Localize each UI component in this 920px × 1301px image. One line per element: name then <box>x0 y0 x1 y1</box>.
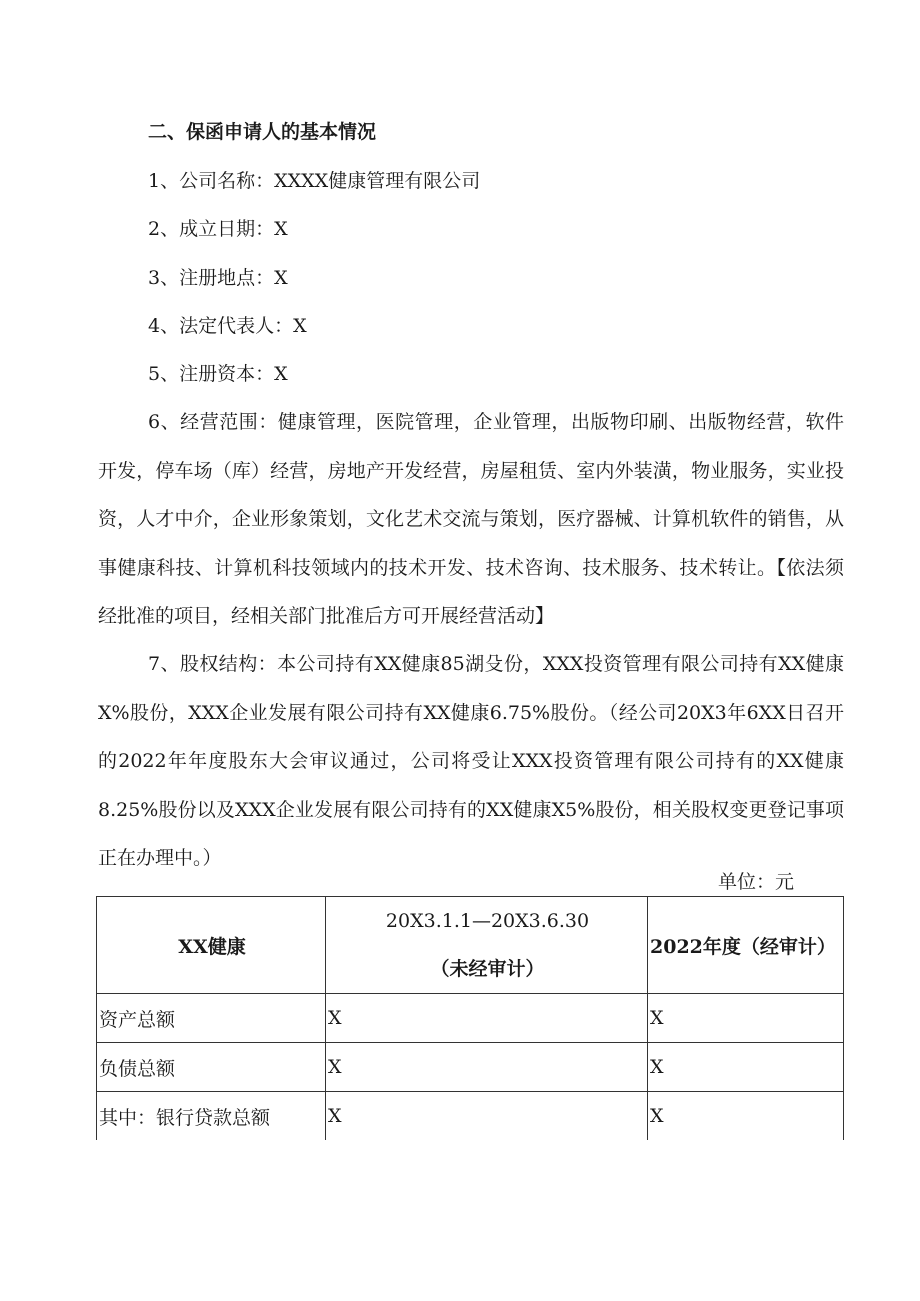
established-date-item: 2、成立日期：X <box>148 218 288 240</box>
header-period-range: 20X3.1.1—20X3.6.30 <box>385 910 590 932</box>
table-row <box>97 994 844 1043</box>
legal-representative-item: 4、法定代表人：X <box>148 315 307 337</box>
business-scope-paragraph: 6、经营范围：健康管理，医院管理，企业管理，出版物印刷、出版物经营，软件开发，停车场（库）经营，房地产开发经营，房屋租赁、室内外装潢，物业服务，实业投资，人才中介，企业形象策划，文化艺术交流与策划，医疗器械、计算机软件的销售，从事健康科技、计算机科技领域内的技术开发、技术咨询、技术服务、技术转让。【依法须经批准的项目，经相关部门批准后方可开展经营活动】 <box>98 411 844 627</box>
row-label: 其中：银行贷款总额 <box>97 1092 326 1141</box>
row-value-year: X <box>648 1092 844 1141</box>
equity-structure-paragraph: 7、股权结构：本公司持有XX健康85湖殳份，XXX投资管理有限公司持有XX健康X%股份，XXX企业发展有限公司持有XX健康6.75%股份。（经公司20X3年6XX日召开的2022年年度股东大会审议通过，公司将受让XXX投资管理有限公司持有的XX健康8.25%股份以及XXX企业发展有限公司持有的XX健康X5%股份，相关股权变更登记事项正在办理中。） <box>98 653 844 869</box>
registered-capital-item: 5、注册资本：X <box>148 363 288 385</box>
header-company: XX健康 <box>97 897 326 994</box>
row-value-period: X <box>326 1043 648 1092</box>
company-name-item: 1、公司名称：XXXX健康管理有限公司 <box>148 170 481 192</box>
row-label: 负债总额 <box>97 1043 326 1092</box>
row-value-period: X <box>326 994 648 1043</box>
table-row <box>97 1043 844 1092</box>
registered-place-item: 3、注册地点：X <box>148 267 288 289</box>
row-value-year: X <box>648 994 844 1043</box>
unit-label: 单位：元 <box>718 871 795 893</box>
row-label: 资产总额 <box>97 994 326 1043</box>
row-value-year: X <box>648 1043 844 1092</box>
header-year: 2022年度（经审计） <box>648 897 844 994</box>
section-heading: 二、保函申请人的基本情况 <box>148 121 377 143</box>
table-row <box>97 1092 844 1141</box>
financial-table <box>96 896 844 1140</box>
header-period-note: （未经审计） <box>430 958 545 980</box>
row-value-period: X <box>326 1092 648 1141</box>
table-header-row <box>97 897 844 994</box>
header-period <box>326 897 648 994</box>
